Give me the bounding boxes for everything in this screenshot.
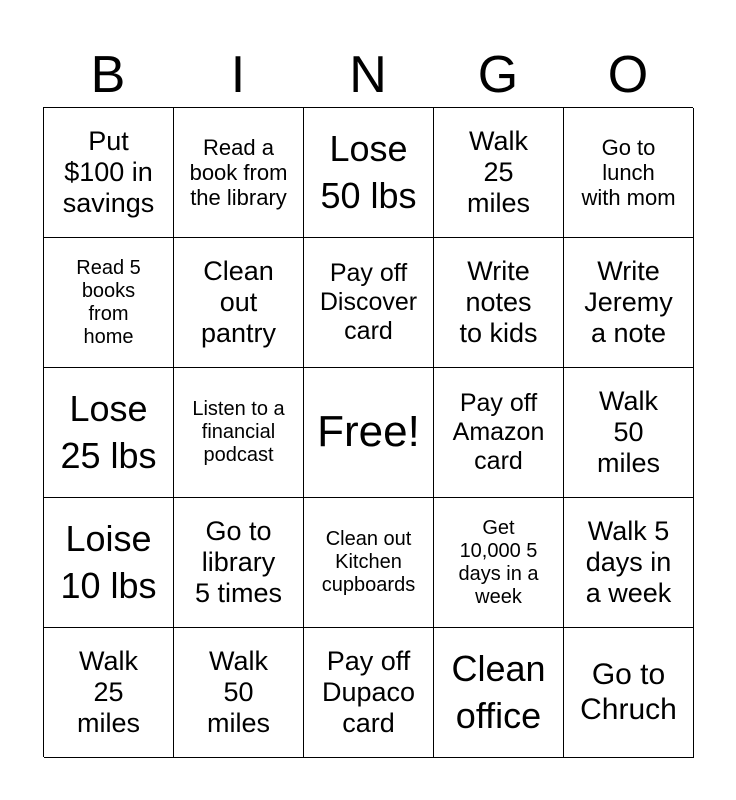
bingo-cell[interactable]	[434, 628, 564, 758]
bingo-cell[interactable]	[434, 498, 564, 628]
cell-text: Read a book from the library	[189, 134, 288, 211]
bingo-cell[interactable]	[304, 498, 434, 628]
cell-text: Clean out Kitchen cupboards	[321, 528, 416, 596]
cell-text: Go to lunch with mom	[581, 134, 676, 211]
cell-text: Loise 10 lbs	[60, 517, 157, 606]
cell-text: Walk 5 days in a week	[585, 515, 672, 609]
cell-text: Walk 50 miles	[206, 645, 270, 739]
cell-text: Listen to a financial podcast	[192, 398, 285, 466]
free-space-text: Free!	[317, 407, 420, 457]
cell-text: Go to library 5 times	[194, 515, 283, 609]
bingo-cell[interactable]	[174, 498, 304, 628]
bingo-cell[interactable]	[304, 238, 434, 368]
bingo-cell[interactable]	[564, 108, 694, 238]
cell-text: Walk 50 miles	[596, 385, 660, 479]
header-letter-o: O	[607, 46, 649, 104]
bingo-cell[interactable]	[44, 498, 174, 628]
bingo-cell[interactable]	[44, 238, 174, 368]
cell-text: Pay off Amazon card	[452, 389, 545, 475]
bingo-cell[interactable]	[564, 498, 694, 628]
free-space-cell[interactable]	[304, 368, 434, 498]
bingo-board	[43, 107, 693, 757]
cell-text: Read 5 books from home	[76, 256, 141, 348]
bingo-cell[interactable]	[564, 368, 694, 498]
cell-text: Go to Chruch	[580, 658, 677, 726]
cell-text: Pay off Discover card	[319, 259, 418, 345]
bingo-cell[interactable]	[564, 238, 694, 368]
cell-text: Pay off Dupaco card	[321, 645, 416, 739]
bingo-cell[interactable]	[174, 108, 304, 238]
header-letter-g: G	[477, 46, 519, 104]
header-letter-b: B	[90, 46, 126, 104]
cell-text: Get 10,000 5 days in a week	[458, 516, 539, 608]
bingo-cell[interactable]	[174, 368, 304, 498]
cell-text: Clean out pantry	[200, 255, 277, 349]
cell-text: Write notes to kids	[459, 255, 538, 349]
bingo-header	[43, 42, 693, 108]
cell-text: Walk 25 miles	[466, 125, 530, 219]
bingo-cell[interactable]	[564, 628, 694, 758]
bingo-cell[interactable]	[304, 108, 434, 238]
bingo-cell[interactable]	[44, 628, 174, 758]
bingo-cell[interactable]	[434, 368, 564, 498]
header-letter-n: N	[349, 46, 387, 104]
cell-text: Walk 25 miles	[76, 645, 140, 739]
header-letter-i: I	[230, 46, 246, 104]
bingo-cell[interactable]	[304, 628, 434, 758]
cell-text: Write Jeremy a note	[584, 255, 673, 349]
bingo-cell[interactable]	[434, 238, 564, 368]
cell-text: Lose 50 lbs	[320, 127, 417, 216]
bingo-cell[interactable]	[174, 628, 304, 758]
bingo-cell[interactable]	[434, 108, 564, 238]
bingo-cell[interactable]	[44, 108, 174, 238]
cell-text: Clean office	[451, 647, 546, 736]
cell-text: Put $100 in savings	[62, 125, 155, 219]
bingo-cell[interactable]	[44, 368, 174, 498]
bingo-cell[interactable]	[174, 238, 304, 368]
cell-text: Lose 25 lbs	[60, 387, 157, 476]
